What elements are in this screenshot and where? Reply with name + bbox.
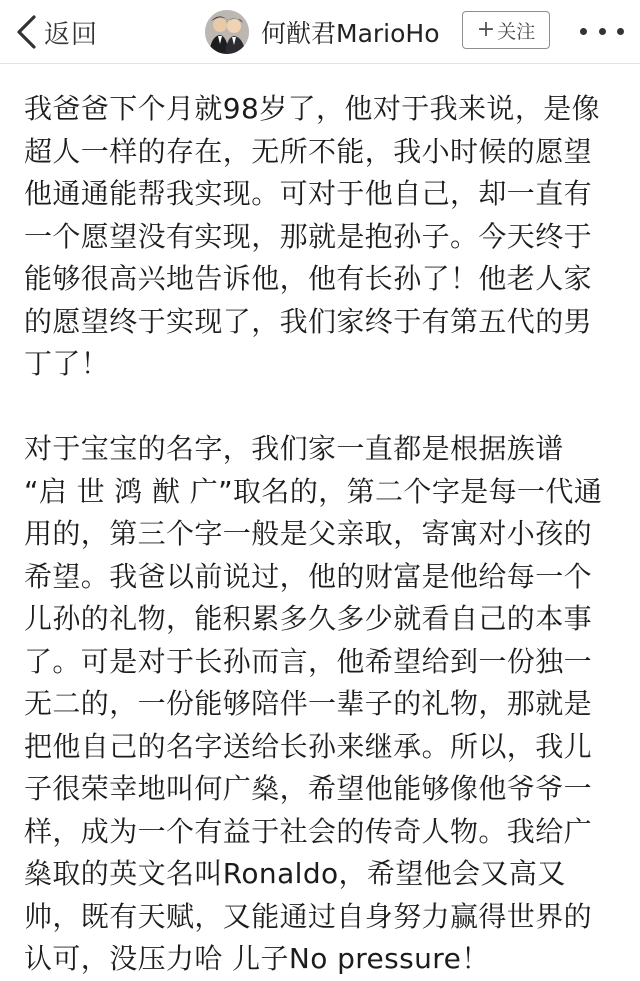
text-line: 燊取的英文名叫Ronaldo，希望他会又高又 — [24, 857, 566, 890]
text-line: 超人一样的存在，无所不能，我小时候的愿望 — [24, 134, 593, 168]
text-line: 帅，既有天赋，又能通过自身努力赢得世界的 — [24, 899, 593, 933]
navigation-bar — [0, 0, 640, 64]
post-paragraph-2 — [24, 428, 620, 981]
more-dot-icon — [617, 28, 624, 35]
text-line: 子很荣幸地叫何广燊，希望他能够像他爷爷一 — [24, 772, 593, 805]
back-button[interactable] — [14, 10, 98, 54]
text-line: 样，成为一个有益于社会的传奇人物。我给广 — [24, 814, 593, 848]
paragraph-spacer — [24, 386, 620, 429]
text-line: 了。可是对于长孙而言，他希望给到一份独一 — [24, 644, 593, 678]
text-line: 把他自己的名字送给长孙来继承。所以，我儿 — [24, 729, 593, 763]
text-line: 无二的，一份能够陪伴一辈子的礼物，那就是 — [24, 687, 593, 720]
post-paragraph-1 — [24, 88, 620, 386]
more-dot-icon — [599, 28, 606, 35]
follow-button[interactable] — [462, 11, 550, 49]
post-body — [24, 88, 620, 981]
avatar-photo-icon — [205, 10, 249, 54]
text-line: 丁了！ — [24, 347, 110, 380]
back-label: 返回 — [44, 19, 99, 50]
text-line: 能够很高兴地告诉他，他有长孙了！他老人家 — [24, 262, 593, 295]
follow-label: 关注 — [497, 20, 536, 43]
text-line: 一个愿望没有实现，那就是抱孙子。今天终于 — [24, 219, 593, 253]
text-line: 对于宝宝的名字，我们家一直都是根据族谱 — [24, 432, 564, 465]
text-line: 的愿望终于实现了，我们家终于有第五代的男 — [24, 304, 593, 338]
text-line: 他通通能帮我实现。可对于他自己，却一直有 — [24, 177, 593, 210]
text-line: “启 世 鸿 猷 广”取名的，第二个字是每一代通 — [24, 474, 603, 508]
text-line: 认可，没压力哈 儿子No pressure！ — [24, 942, 490, 975]
text-line: 我爸爸下个月就98岁了，他对于我来说，是像 — [24, 92, 601, 125]
text-line: 用的，第三个字一般是父亲取，寄寓对小孩的 — [24, 517, 593, 550]
more-options-button[interactable] — [580, 18, 624, 44]
chevron-left-icon — [14, 14, 40, 50]
author-info[interactable] — [205, 8, 440, 56]
text-line: 希望。我爸以前说过，他的财富是他给每一个 — [24, 559, 593, 593]
plus-icon: + — [476, 17, 496, 42]
text-line: 儿孙的礼物，能积累多久多少就看自己的本事 — [24, 602, 593, 635]
avatar[interactable] — [205, 10, 249, 54]
more-dot-icon — [580, 28, 587, 35]
author-name[interactable]: 何猷君MarioHo — [261, 19, 440, 48]
